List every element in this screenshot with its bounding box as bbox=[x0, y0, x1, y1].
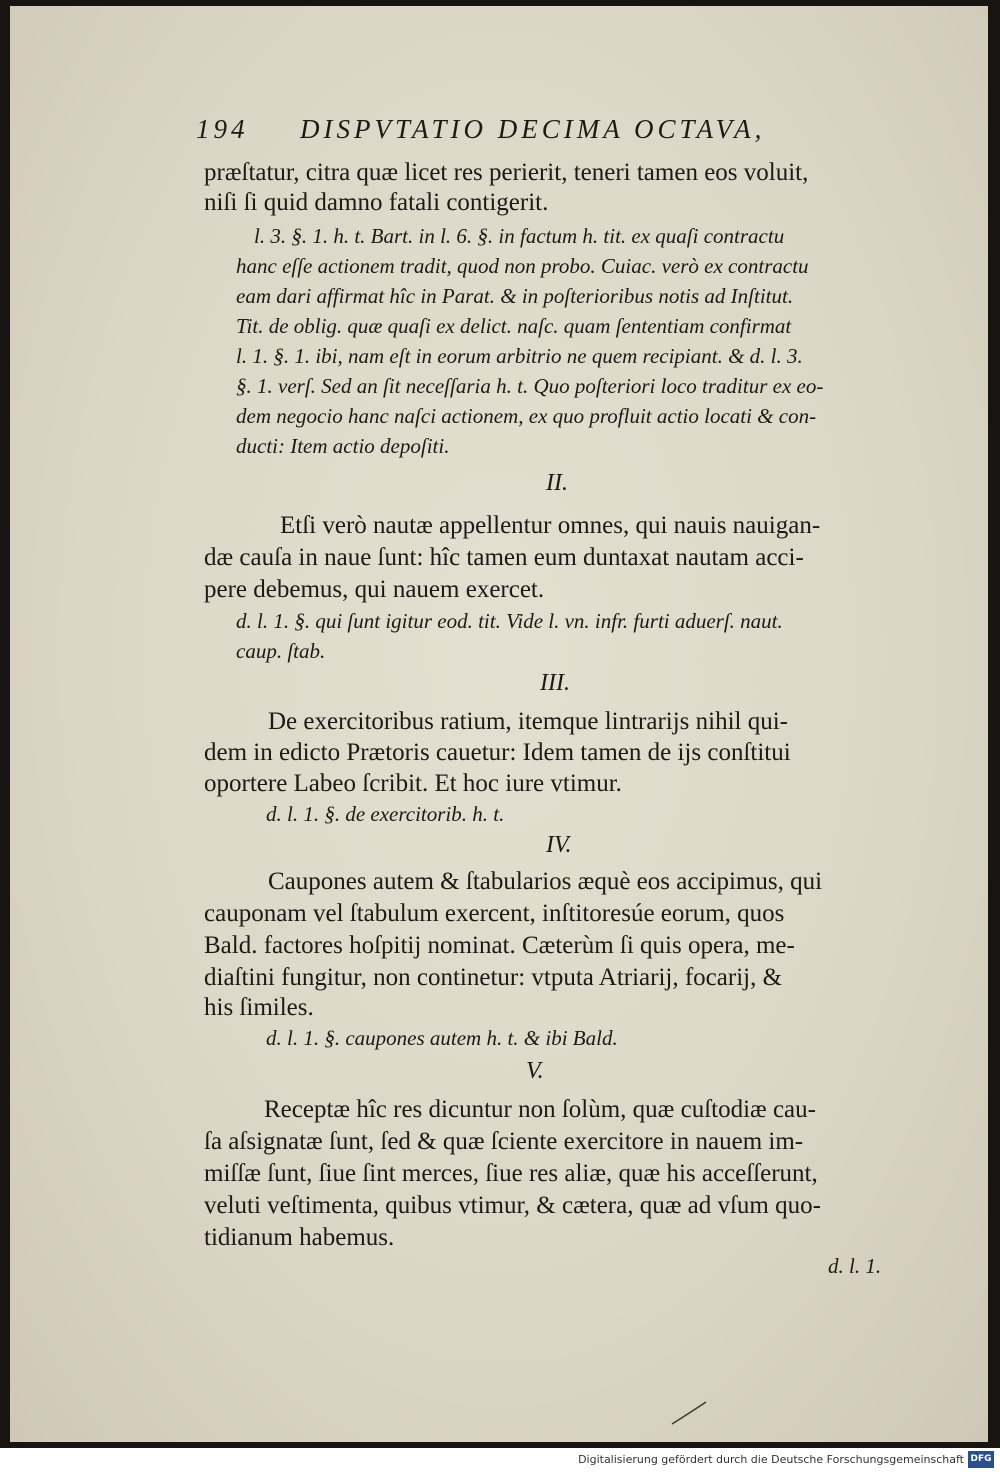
section-number: II. bbox=[546, 470, 568, 496]
section-number: V. bbox=[526, 1058, 544, 1084]
text-line: diaſtini fungitur, non continetur: vtputa Atriarij, focarij, & bbox=[204, 964, 783, 991]
book-page bbox=[10, 6, 988, 1442]
text-line: veluti veſtimenta, quibus vtimur, & cætera, quæ ad vſum quo- bbox=[204, 1192, 821, 1219]
note-line: §. 1. verſ. Sed an ſit neceſſaria h. t. Quo poſteriori loco traditur ex eo- bbox=[236, 374, 824, 398]
digitization-footer bbox=[0, 1448, 1000, 1474]
text-line: Bald. factores hoſpitij nominat. Cæterùm ſi quis opera, me- bbox=[204, 932, 795, 959]
note-line: dem negocio hanc naſci actionem, ex quo profluit actio locati & con- bbox=[236, 404, 817, 428]
text-line: dæ cauſa in naue ſunt: hîc tamen eum duntaxat nautam acci- bbox=[204, 544, 804, 571]
note-line: ducti: Item actio depoſiti. bbox=[236, 434, 450, 458]
running-head: DISPVTATIO DECIMA OCTAVA, bbox=[300, 114, 766, 144]
text-line: niſi ſi quid damno fatali contigerit. bbox=[204, 189, 549, 216]
section-number: III. bbox=[540, 670, 570, 696]
text-line: miſſæ ſunt, ſiue ſint merces, ſiue res aliæ, quæ his acceſſerunt, bbox=[204, 1160, 818, 1187]
note-line: d. l. 1. §. de exercitorib. h. t. bbox=[266, 802, 505, 826]
note-line: l. 1. §. 1. ibi, nam eſt in eorum arbitrio ne quem recipiant. & d. l. 3. bbox=[236, 344, 803, 368]
note-line: l. 3. §. 1. h. t. Bart. in l. 6. §. in factum h. tit. ex quaſi contractu bbox=[254, 224, 785, 248]
text-line: Receptæ hîc res dicuntur non ſolùm, quæ cuſtodiæ cau- bbox=[264, 1096, 816, 1123]
text-line: his ſimiles. bbox=[204, 994, 314, 1021]
note-line: d. l. 1. §. qui ſunt igitur eod. tit. Vide l. vn. infr. furti aduerſ. naut. bbox=[236, 609, 783, 633]
text-line: Caupones autem & ſtabularios æquè eos accipimus, qui bbox=[268, 868, 823, 895]
text-line: dem in edicto Prætoris cauetur: Idem tamen de ijs conſtitui bbox=[204, 739, 791, 766]
footer-credit: Digitalisierung gefördert durch die Deutsche Forschungsgemeinschaft bbox=[578, 1453, 964, 1466]
text-line: Etſi verò nautæ appellentur omnes, qui nauis nauigan- bbox=[280, 512, 821, 539]
dfg-logo: DFG bbox=[968, 1451, 994, 1468]
text-line: cauponam vel ſtabulum exercent, inſtitoresúe eorum, quos bbox=[204, 900, 785, 927]
note-line: eam dari affirmat hîc in Parat. & in poſterioribus notis ad Inſtitut. bbox=[236, 284, 794, 308]
catchword: d. l. 1. bbox=[828, 1254, 882, 1278]
section-number: IV. bbox=[546, 832, 572, 858]
page-number: 194 bbox=[196, 114, 249, 144]
text-line: pere debemus, qui nauem exercet. bbox=[204, 576, 545, 603]
pen-stroke-mark bbox=[670, 1398, 710, 1428]
note-line: caup. ſtab. bbox=[236, 639, 326, 663]
text-line: tidianum habemus. bbox=[204, 1224, 395, 1251]
text-line: oportere Labeo ſcribit. Et hoc iure vtimur. bbox=[204, 770, 622, 797]
note-line: Tit. de oblig. quæ quaſi ex delict. naſc. quam ſententiam confirmat bbox=[236, 314, 792, 338]
note-line: hanc eſſe actionem tradit, quod non probo. Cuiac. verò ex contractu bbox=[236, 254, 809, 278]
text-line: De exercitoribus ratium, itemque lintrarijs nihil qui- bbox=[268, 708, 789, 735]
text-line: ſa aſsignatæ ſunt, ſed & quæ ſciente exercitore in nauem im- bbox=[204, 1128, 804, 1155]
note-line: d. l. 1. §. caupones autem h. t. & ibi Bald. bbox=[266, 1026, 618, 1050]
text-line: præſtatur, citra quæ licet res perierit, teneri tamen eos voluit, bbox=[204, 159, 809, 186]
